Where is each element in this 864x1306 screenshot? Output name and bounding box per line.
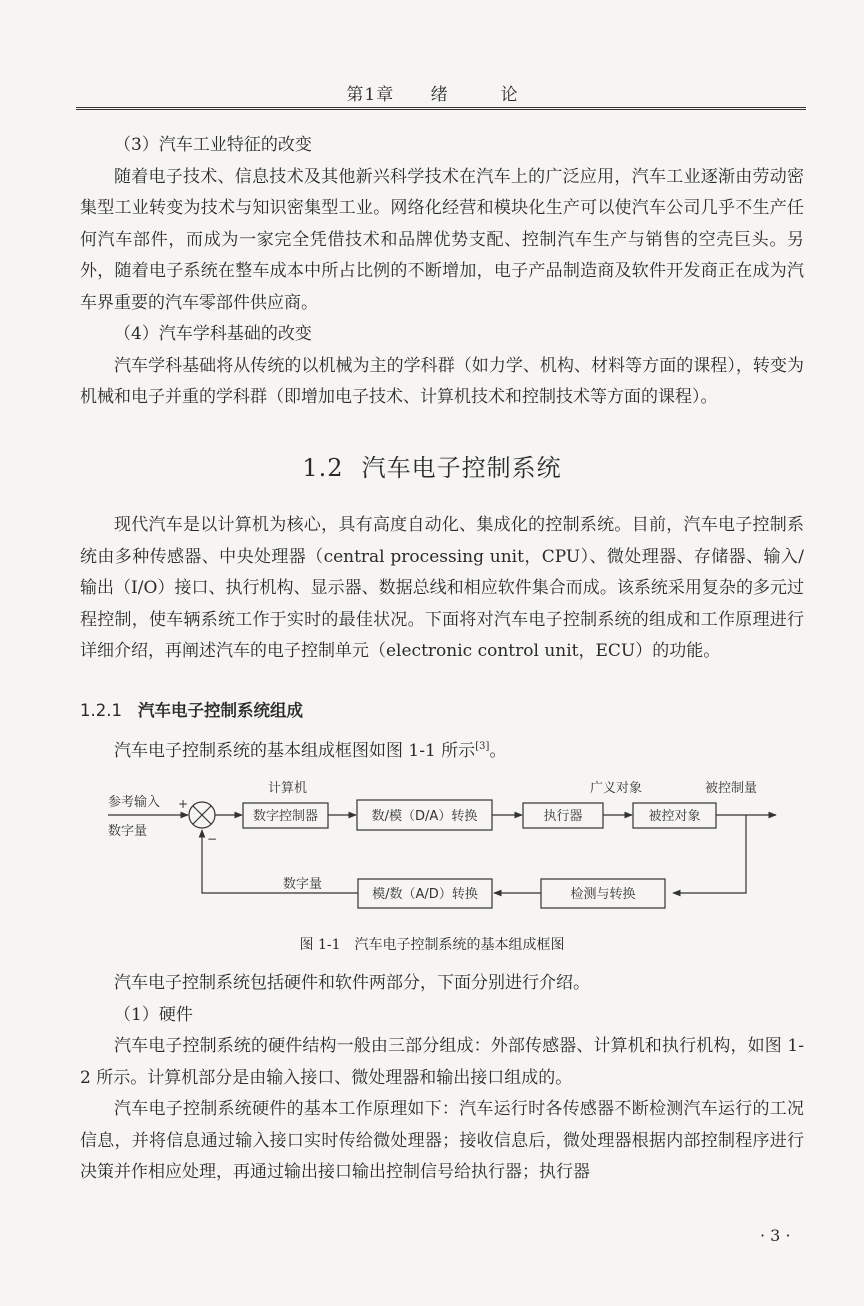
label-digital-feedback: 数字量 bbox=[283, 877, 323, 892]
running-head-chapter: 第1章 bbox=[346, 85, 395, 105]
text-dac: 数/模（D/A）转换 bbox=[371, 809, 478, 824]
section-number: 1.2 bbox=[302, 454, 344, 482]
figure-caption-text: 汽车电子控制系统的基本组成框图 bbox=[354, 937, 565, 953]
text-digital-controller: 数字控制器 bbox=[252, 809, 319, 824]
feedback-line-left bbox=[202, 830, 358, 893]
text-block-fig-intro bbox=[80, 736, 804, 768]
figure-intro-text: 汽车电子控制系统的基本组成框图如图 1-1 所示 bbox=[114, 741, 476, 761]
label-generalized-object: 广义对象 bbox=[590, 781, 643, 796]
text-block-intro bbox=[80, 130, 804, 414]
text-sensor: 检测与转换 bbox=[570, 887, 636, 902]
label-plus: + bbox=[178, 797, 189, 811]
feedback-line-right bbox=[673, 815, 746, 893]
heading-hardware: （1）硬件 bbox=[114, 1004, 193, 1025]
figure-caption bbox=[0, 934, 864, 954]
label-reference-input: 参考输入 bbox=[108, 795, 161, 810]
section-title bbox=[0, 448, 864, 483]
paragraph-hardware-principle: 汽车电子控制系统硬件的基本工作原理如下：汽车运行时各传感器不断检测汽车运行的工况信息，并将信息通过输入接口实时传给微处理器；接收信息后，微处理器根据内部控制程序进行决策并作相应处理，再通过输出接口输出控制信号给执行器；执行器 bbox=[80, 1099, 804, 1182]
section-title-text: 汽车电子控制系统 bbox=[361, 454, 562, 482]
subsection-title: 汽车电子控制系统组成 bbox=[137, 701, 303, 720]
figure-intro-end: 。 bbox=[489, 741, 507, 761]
label-digital-input: 数字量 bbox=[108, 824, 148, 839]
text-plant: 被控对象 bbox=[648, 809, 701, 824]
running-head-title: 绪 论 bbox=[430, 85, 536, 105]
paragraph-section-intro: 现代汽车是以计算机为核心，具有高度自动化、集成化的控制系统。目前，汽车电子控制系统由多种传感器、中央处理器（central processing unit，CPU）、微处理器、存储器、输入/输出（I/O）接口、执行机构、显示器、数据总线和相应软件集合而成。该系统采用复杂的多元过程控制，使车辆系统工作于实时的最佳状况。下面将对汽车电子控制系统的组成和工作原理进行详细介绍，再阐述汽车的电子控制单元（electronic control unit，ECU）的功能。 bbox=[80, 515, 804, 661]
paragraph-hardware-structure: 汽车电子控制系统的硬件结构一般由三部分组成：外部传感器、计算机和执行机构，如图 1-2 所示。计算机部分是由输入接口、微处理器和输出接口组成的。 bbox=[80, 1036, 804, 1088]
figure-number: 图 1-1 bbox=[299, 937, 341, 953]
heading-item-4: （4）汽车学科基础的改变 bbox=[114, 324, 312, 344]
paragraph-two-parts: 汽车电子控制系统包括硬件和软件两部分，下面分别进行介绍。 bbox=[114, 973, 590, 993]
header-rule bbox=[76, 107, 806, 110]
text-actuator: 执行器 bbox=[543, 809, 583, 824]
label-minus: − bbox=[207, 832, 218, 846]
page-number: · 3 · bbox=[760, 1226, 791, 1245]
text-adc: 模/数（A/D）转换 bbox=[372, 887, 478, 902]
heading-item-3: （3）汽车工业特征的改变 bbox=[114, 135, 312, 155]
subsection-heading bbox=[80, 697, 303, 721]
paragraph-discipline-change: 汽车学科基础将从传统的以机械为主的学科群（如力学、机构、材料等方面的课程），转变为机械和电子并重的学科群（即增加电子技术、计算机技术和控制技术等方面的课程）。 bbox=[80, 355, 804, 407]
running-head bbox=[76, 80, 806, 104]
label-computer: 计算机 bbox=[268, 781, 308, 796]
paragraph-figure-intro bbox=[80, 736, 804, 768]
label-controlled-variable: 被控制量 bbox=[705, 781, 758, 796]
subsection-number: 1.2.1 bbox=[80, 701, 122, 720]
text-block-section bbox=[80, 510, 804, 668]
paragraph-industry-change: 随着电子技术、信息技术及其他新兴科学技术在汽车上的广泛应用，汽车工业逐渐由劳动密集型工业转变为技术与知识密集型工业。网络化经营和模块化生产可以使汽车公司几乎不生产任何汽车部件，而成为一家完全凭借技术和品牌优势支配、控制汽车生产与销售的空壳巨头。另外，随着电子系统在整车成本中所占比例的不断增加，电子产品制造商及软件开发商正在成为汽车界重要的汽车零部件供应商。 bbox=[80, 166, 804, 313]
text-block-hardware bbox=[80, 968, 804, 1189]
citation-ref: [3] bbox=[475, 741, 490, 752]
block-diagram bbox=[0, 770, 864, 930]
